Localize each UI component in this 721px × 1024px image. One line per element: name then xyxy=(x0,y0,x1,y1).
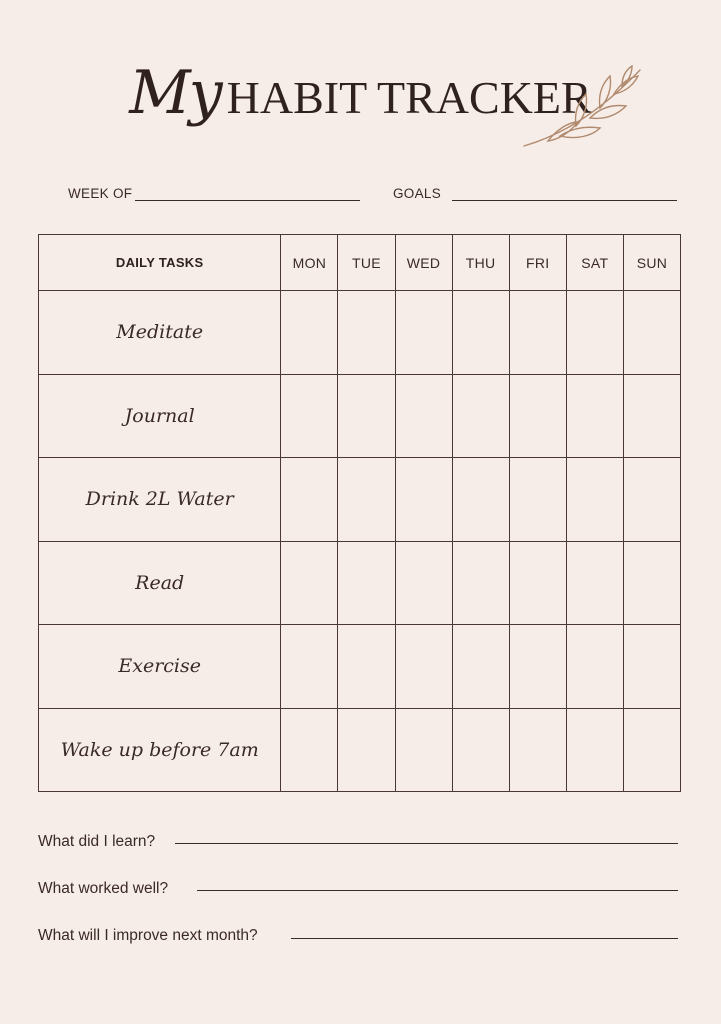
day-header-thu: THU xyxy=(452,235,509,291)
week-of-label: WEEK OF xyxy=(68,186,133,201)
check-cell[interactable] xyxy=(338,625,395,709)
check-cell[interactable] xyxy=(566,541,623,625)
check-cell[interactable] xyxy=(338,458,395,542)
check-cell[interactable] xyxy=(281,374,338,458)
check-cell[interactable] xyxy=(623,291,680,375)
check-cell[interactable] xyxy=(509,291,566,375)
check-cell[interactable] xyxy=(281,291,338,375)
check-cell[interactable] xyxy=(281,458,338,542)
check-cell[interactable] xyxy=(623,708,680,792)
day-header-wed: WED xyxy=(395,235,452,291)
day-header-fri: FRI xyxy=(509,235,566,291)
check-cell[interactable] xyxy=(395,541,452,625)
check-cell[interactable] xyxy=(566,458,623,542)
day-header-sat: SAT xyxy=(566,235,623,291)
check-cell[interactable] xyxy=(452,541,509,625)
task-label: Exercise xyxy=(39,625,281,709)
check-cell[interactable] xyxy=(623,458,680,542)
check-cell[interactable] xyxy=(509,458,566,542)
check-cell[interactable] xyxy=(566,291,623,375)
check-cell[interactable] xyxy=(623,374,680,458)
check-cell[interactable] xyxy=(338,291,395,375)
check-cell[interactable] xyxy=(452,291,509,375)
check-cell[interactable] xyxy=(338,541,395,625)
question-improve: What will I improve next month? xyxy=(38,927,258,944)
task-label: Wake up before 7am xyxy=(39,708,281,792)
table-row xyxy=(39,708,681,792)
question-worked: What worked well? xyxy=(38,880,169,897)
table-row xyxy=(39,625,681,709)
check-cell[interactable] xyxy=(452,708,509,792)
week-of-line[interactable] xyxy=(135,200,360,201)
check-cell[interactable] xyxy=(395,458,452,542)
check-cell[interactable] xyxy=(281,541,338,625)
check-cell[interactable] xyxy=(566,625,623,709)
goals-line[interactable] xyxy=(452,200,677,201)
table-row xyxy=(39,291,681,375)
check-cell[interactable] xyxy=(509,708,566,792)
task-label: Read xyxy=(39,541,281,625)
check-cell[interactable] xyxy=(395,708,452,792)
check-cell[interactable] xyxy=(566,374,623,458)
title-main: HABIT TRACKER xyxy=(226,72,592,123)
task-label: Drink 2L Water xyxy=(39,458,281,542)
check-cell[interactable] xyxy=(509,625,566,709)
table-row xyxy=(39,541,681,625)
question-learn: What did I learn? xyxy=(38,833,156,850)
check-cell[interactable] xyxy=(338,708,395,792)
table-row xyxy=(39,458,681,542)
day-header-mon: MON xyxy=(281,235,338,291)
table-row xyxy=(39,374,681,458)
check-cell[interactable] xyxy=(566,708,623,792)
answer-line-improve[interactable] xyxy=(291,938,678,939)
task-label: Meditate xyxy=(39,291,281,375)
check-cell[interactable] xyxy=(281,625,338,709)
check-cell[interactable] xyxy=(452,458,509,542)
check-cell[interactable] xyxy=(395,625,452,709)
check-cell[interactable] xyxy=(395,291,452,375)
check-cell[interactable] xyxy=(623,541,680,625)
day-header-tue: TUE xyxy=(338,235,395,291)
check-cell[interactable] xyxy=(623,625,680,709)
check-cell[interactable] xyxy=(509,541,566,625)
answer-line-learn[interactable] xyxy=(175,843,678,844)
check-cell[interactable] xyxy=(452,625,509,709)
check-cell[interactable] xyxy=(338,374,395,458)
check-cell[interactable] xyxy=(509,374,566,458)
goals-label: GOALS xyxy=(393,186,442,201)
leaf-branch-icon xyxy=(518,62,648,154)
day-header-sun: SUN xyxy=(623,235,680,291)
check-cell[interactable] xyxy=(452,374,509,458)
answer-line-worked[interactable] xyxy=(197,890,678,891)
check-cell[interactable] xyxy=(281,708,338,792)
check-cell[interactable] xyxy=(395,374,452,458)
habit-table xyxy=(38,234,681,792)
title-script: My xyxy=(129,58,221,128)
task-label: Journal xyxy=(39,374,281,458)
daily-tasks-header: DAILY TASKS xyxy=(39,235,281,291)
